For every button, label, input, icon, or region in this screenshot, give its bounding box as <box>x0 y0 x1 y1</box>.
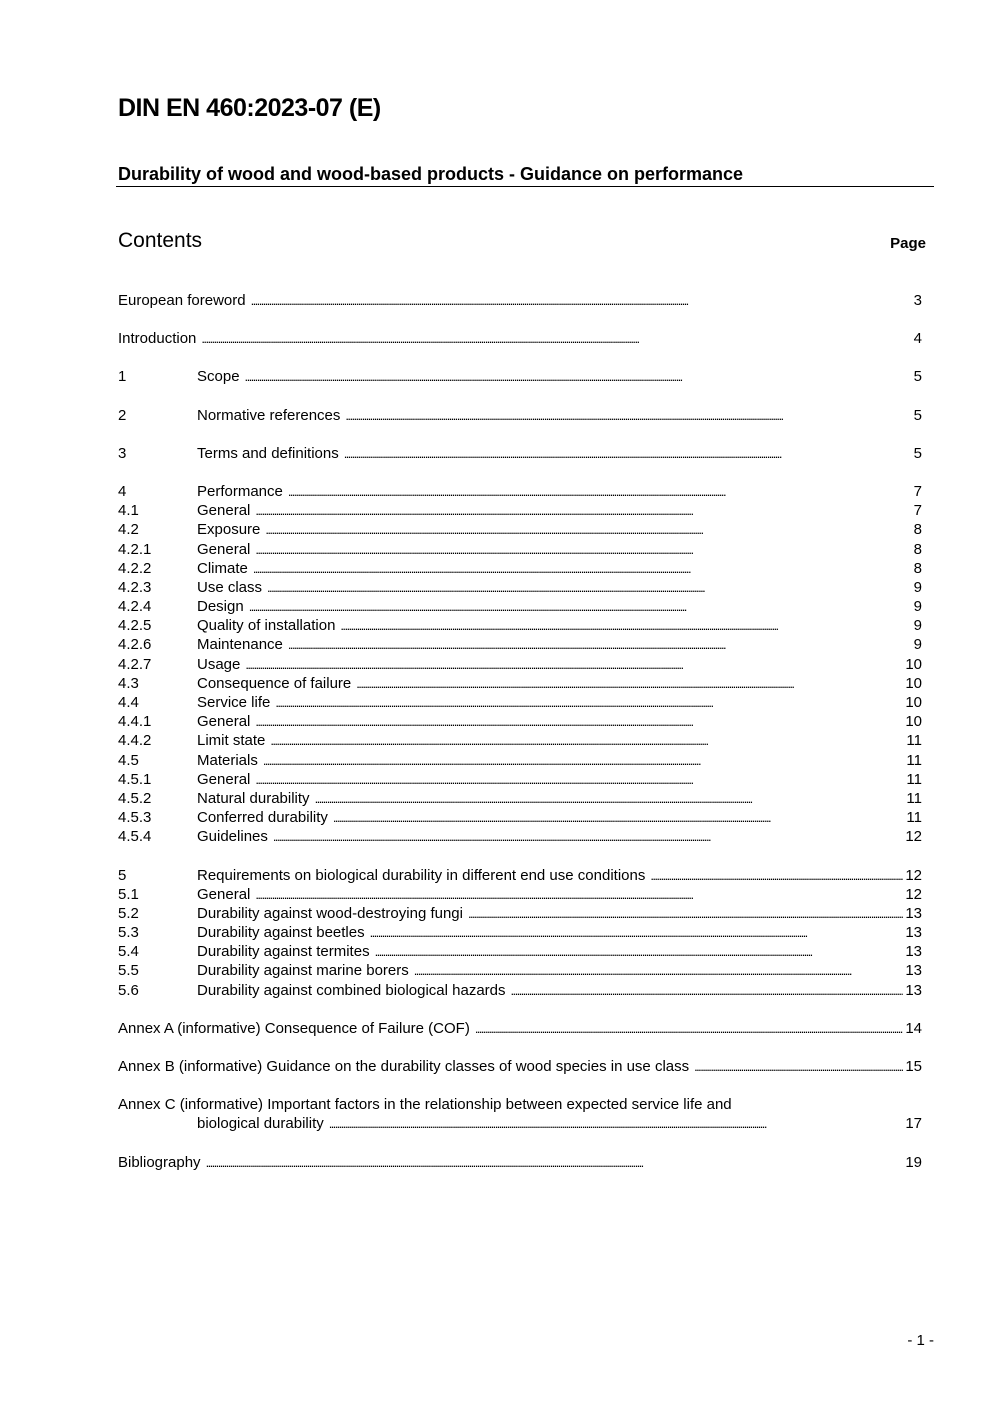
toc-entry-page: 10 <box>905 713 922 731</box>
leader-dots <box>258 751 905 770</box>
toc-entry-page: 3 <box>913 292 922 309</box>
toc-entry-title: General <box>197 502 251 520</box>
toc-entry-title: Use class <box>197 578 263 596</box>
toc-entry-european-foreword[interactable] <box>118 291 922 310</box>
toc-entry-4-2-2[interactable] <box>118 559 922 578</box>
toc-entry-title: Natural durability <box>197 789 310 807</box>
toc-entry-page: 13 <box>905 962 922 980</box>
toc-entry-annex-c[interactable] <box>118 1114 922 1133</box>
toc-entry-number: 5.2 <box>118 904 139 922</box>
toc-entry-number: 4.3 <box>118 674 139 692</box>
leader-dots <box>201 1153 904 1172</box>
leader-dots <box>265 731 904 750</box>
toc-entry-page: 12 <box>905 828 922 846</box>
toc-entry-page: 8 <box>913 540 922 558</box>
toc-entry-page: 5 <box>913 444 922 462</box>
toc-entry-page: 13 <box>905 904 922 922</box>
leader-dots <box>248 559 912 578</box>
toc-entry-4-4-1[interactable] <box>118 712 922 731</box>
toc-entry-4[interactable] <box>118 482 922 501</box>
toc-entry-number: 4.2.5 <box>118 617 152 635</box>
toc-entry-page: 9 <box>913 598 922 616</box>
leader-dots <box>262 578 912 597</box>
toc-entry-page: 11 <box>906 770 922 788</box>
toc-entry-page: 10 <box>905 674 922 692</box>
toc-entry-page: 10 <box>905 694 922 711</box>
toc-entry-title: Annex B (informative) Guidance on the durability classes of wood species in use class <box>118 1058 690 1075</box>
toc-entry-title: Terms and definitions <box>197 444 339 462</box>
toc-entry-title: Normative references <box>197 406 341 424</box>
toc-entry-5-4[interactable] <box>118 942 922 961</box>
toc-entry-number: 4.5.2 <box>118 789 152 807</box>
toc-entry-4-3[interactable] <box>118 674 922 693</box>
toc-entry-page: 13 <box>905 981 922 999</box>
toc-entry-number: 5.4 <box>118 943 139 961</box>
toc-entry-title: Usage <box>197 655 241 673</box>
leader-dots <box>246 291 912 310</box>
toc-entry-title: General <box>197 540 251 558</box>
toc-entry-number: 4.4 <box>118 694 139 711</box>
leader-dots <box>283 635 912 654</box>
toc-entry-4-2-1[interactable] <box>118 540 922 559</box>
toc-entry-number: 4.2.2 <box>118 559 152 577</box>
toc-entry-5-1[interactable] <box>118 885 922 904</box>
leader-dots <box>268 827 903 846</box>
toc-entry-title: Durability against termites <box>197 943 370 961</box>
toc-entry-title: General <box>197 885 251 903</box>
toc-entry-title: Maintenance <box>197 636 283 654</box>
toc-entry-page: 5 <box>913 406 922 424</box>
page-number: - 1 - <box>907 1332 934 1349</box>
toc-entry-title: Climate <box>197 559 248 577</box>
toc-entry-page: 9 <box>913 636 922 654</box>
toc-entry-4-5[interactable] <box>118 751 922 770</box>
toc-entry-page: 9 <box>913 578 922 596</box>
toc-entry-5-2[interactable] <box>118 904 922 923</box>
toc-entry-number: 4.2.6 <box>118 636 152 654</box>
toc-entry-title: Materials <box>197 751 258 769</box>
toc-entry-page: 10 <box>905 655 922 673</box>
toc-entry-5[interactable] <box>118 866 922 885</box>
toc-entry-4-2-6[interactable] <box>118 635 922 654</box>
table-of-contents <box>118 291 922 1172</box>
toc-entry-3[interactable] <box>118 444 922 463</box>
toc-entry-number: 4.2.4 <box>118 598 152 616</box>
toc-entry-title: Annex A (informative) Consequence of Failure (COF) <box>118 1019 470 1037</box>
toc-entry-number: 4.5.4 <box>118 828 152 846</box>
leader-dots <box>270 693 903 712</box>
toc-entry-number: 4 <box>118 482 127 500</box>
toc-entry-page: 7 <box>913 482 922 500</box>
leader-dots <box>283 482 912 501</box>
leader-dots <box>463 904 903 923</box>
toc-entry-4-1[interactable] <box>118 501 922 520</box>
leader-dots <box>310 789 905 808</box>
toc-entry-page: 13 <box>905 924 922 942</box>
leader-dots <box>196 329 911 348</box>
toc-entry-introduction[interactable] <box>118 329 922 348</box>
toc-entry-title: Exposure <box>197 521 261 539</box>
toc-entry-title: Consequence of failure <box>197 674 352 692</box>
toc-entry-4-4-2[interactable] <box>118 731 922 750</box>
toc-entry-annex-c-line1[interactable]: Annex C (informative) Important factors in the relationship between expected service life and <box>118 1096 732 1114</box>
leader-dots <box>351 674 903 693</box>
toc-entry-number: 4.2.3 <box>118 578 152 596</box>
toc-entry-number: 4.5 <box>118 751 139 769</box>
toc-entry-5-5[interactable] <box>118 961 922 980</box>
toc-entry-title: Design <box>197 598 244 616</box>
leader-dots <box>335 616 911 635</box>
leader-dots <box>689 1057 903 1076</box>
toc-entry-page: 5 <box>913 368 922 386</box>
toc-entry-4-5-4[interactable] <box>118 827 922 846</box>
toc-entry-4-5-3[interactable] <box>118 808 922 827</box>
toc-entry-annex-b[interactable] <box>118 1057 922 1076</box>
leader-dots <box>645 866 903 885</box>
toc-entry-5-6[interactable] <box>118 981 922 1000</box>
toc-entry-title: Introduction <box>118 330 197 348</box>
page-column-label: Page <box>890 235 926 252</box>
leader-dots <box>250 885 903 904</box>
document-id: DIN EN 460:2023-07 (E) <box>118 94 381 122</box>
toc-entry-number: 5 <box>118 866 127 884</box>
toc-entry-title: General <box>197 713 251 731</box>
leader-dots <box>260 520 911 539</box>
toc-entry-5-3[interactable] <box>118 923 922 942</box>
toc-entry-page: 8 <box>913 559 922 577</box>
toc-entry-page: 11 <box>906 789 922 807</box>
toc-entry-title: Scope <box>197 368 240 386</box>
leader-dots <box>365 923 904 942</box>
toc-entry-number: 4.1 <box>118 502 139 520</box>
toc-entry-title: Performance <box>197 482 283 500</box>
toc-entry-page: 15 <box>905 1058 922 1075</box>
toc-entry-number: 4.5.3 <box>118 809 152 827</box>
toc-entry-page: 19 <box>905 1153 922 1171</box>
toc-entry-number: 5.3 <box>118 924 139 942</box>
title-divider <box>116 186 934 187</box>
toc-entry-title: General <box>197 770 251 788</box>
toc-entry-number: 5.5 <box>118 962 139 980</box>
toc-entry-4-2-4[interactable] <box>118 597 922 616</box>
toc-entry-title: Requirements on biological durability in different end use conditions <box>197 866 646 884</box>
leader-dots <box>370 942 904 961</box>
toc-entry-2[interactable] <box>118 406 922 425</box>
toc-entry-title: Durability against combined biological hazards <box>197 981 506 999</box>
leader-dots <box>250 712 903 731</box>
toc-entry-number: 3 <box>118 444 127 462</box>
leader-dots <box>470 1019 903 1038</box>
leader-dots <box>250 770 904 789</box>
toc-entry-page: 11 <box>906 732 922 750</box>
toc-entry-page: 8 <box>913 521 922 539</box>
toc-entry-page: 12 <box>905 885 922 903</box>
toc-entry-title: Limit state <box>197 732 266 750</box>
toc-entry-page: 11 <box>906 751 922 769</box>
toc-entry-title: Durability against wood-destroying fungi <box>197 904 463 922</box>
toc-entry-number: 5.1 <box>118 885 139 903</box>
toc-entry-4-2[interactable] <box>118 520 922 539</box>
toc-entry-page: 9 <box>913 617 922 635</box>
toc-entry-number: 1 <box>118 368 127 386</box>
toc-entry-number: 2 <box>118 406 127 424</box>
toc-entry-number: 4.2 <box>118 521 139 539</box>
toc-entry-title: Service life <box>197 694 271 711</box>
toc-entry-4-2-7[interactable] <box>118 655 922 674</box>
toc-entry-title: Durability against marine borers <box>197 962 409 980</box>
contents-heading: Contents <box>118 229 203 252</box>
toc-entry-title: Conferred durability <box>197 809 328 827</box>
toc-entry-title: European foreword <box>118 292 246 309</box>
toc-entry-number: 4.2.1 <box>118 540 152 558</box>
document-subtitle: Durability of wood and wood-based products - Guidance on performance <box>118 164 744 184</box>
toc-entry-annex-a[interactable] <box>118 1019 922 1038</box>
toc-entry-page: 7 <box>913 502 922 520</box>
leader-dots <box>506 981 904 1000</box>
toc-entry-number: 4.4.2 <box>118 732 152 750</box>
toc-entry-number: 4.2.7 <box>118 655 152 673</box>
toc-entry-page: 4 <box>913 330 922 348</box>
toc-entry-4-2-5[interactable] <box>118 616 922 635</box>
toc-entry-page: 12 <box>905 866 922 884</box>
leader-dots <box>328 808 905 827</box>
leader-dots <box>240 367 912 386</box>
toc-entry-4-5-2[interactable] <box>118 789 922 808</box>
toc-entry-4-4[interactable] <box>118 693 922 712</box>
toc-entry-page: 17 <box>905 1115 922 1133</box>
toc-entry-1[interactable] <box>118 367 922 386</box>
toc-entry-title: Durability against beetles <box>197 924 365 942</box>
leader-dots <box>240 655 903 674</box>
toc-entry-bibliography[interactable] <box>118 1153 922 1172</box>
leader-dots <box>324 1114 904 1133</box>
toc-entry-4-5-1[interactable] <box>118 770 922 789</box>
leader-dots <box>244 597 912 616</box>
toc-entry-title: biological durability <box>197 1115 324 1133</box>
toc-entry-title: Guidelines <box>197 828 268 846</box>
leader-dots <box>409 961 904 980</box>
leader-dots <box>250 501 911 520</box>
toc-entry-title: Quality of installation <box>197 617 336 635</box>
leader-dots <box>340 406 911 425</box>
toc-entry-page: 14 <box>905 1019 922 1037</box>
toc-entry-4-2-3[interactable] <box>118 578 922 597</box>
leader-dots <box>339 444 912 463</box>
toc-entry-number: 4.4.1 <box>118 713 152 731</box>
leader-dots <box>250 540 911 559</box>
toc-entry-page: 11 <box>906 809 922 827</box>
toc-entry-number: 4.5.1 <box>118 770 152 788</box>
toc-entry-title: Bibliography <box>118 1153 201 1171</box>
toc-entry-page: 13 <box>905 943 922 961</box>
toc-entry-number: 5.6 <box>118 981 139 999</box>
